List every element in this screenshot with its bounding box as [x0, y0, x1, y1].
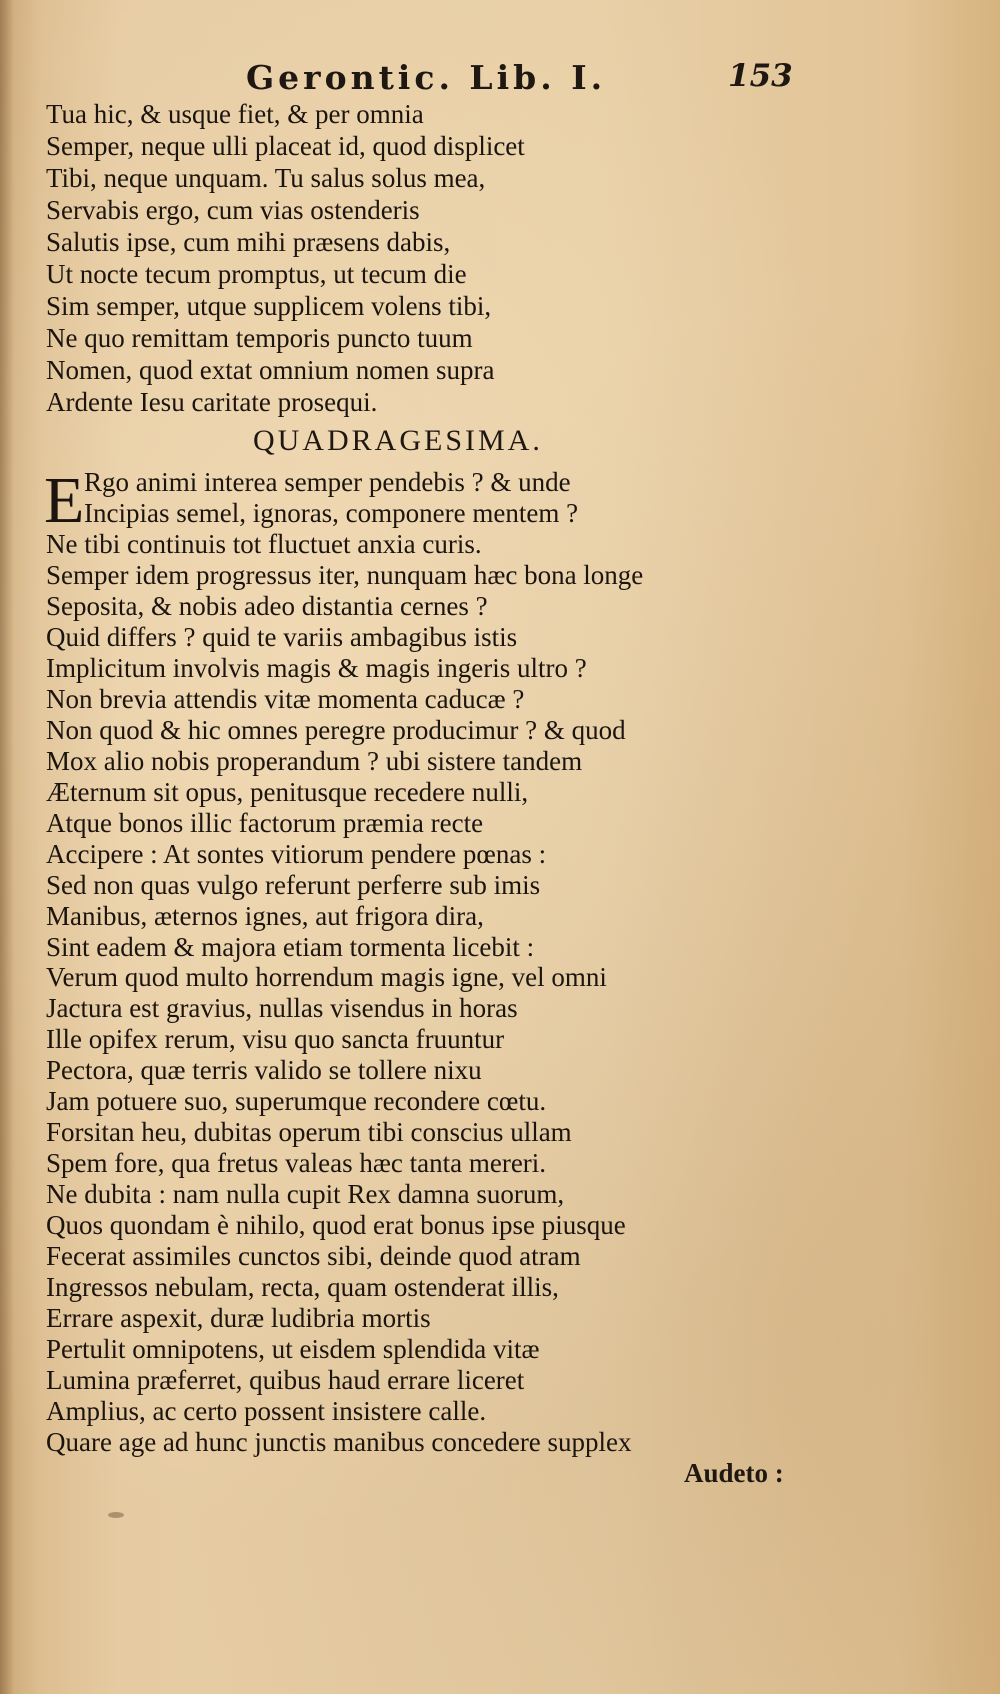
text-line: Tua hic, & usque fiet, & per omnia	[46, 99, 424, 129]
text-line: Jactura est gravius, nullas visendus in horas	[46, 993, 518, 1023]
text-line: Lumina præferret, quibus haud errare liceret	[46, 1365, 525, 1395]
text-line: Forsitan heu, dubitas operum tibi conscius ullam	[46, 1117, 572, 1147]
text-line: Mox alio nobis properandum ? ubi sistere tandem	[46, 746, 583, 776]
text-line: Manibus, æternos ignes, aut frigora dira,	[46, 901, 484, 931]
text-line: Semper idem progressus iter, nunquam hæc bona longe	[46, 560, 644, 590]
drop-capital: E	[44, 464, 85, 537]
text-line: Ut nocte tecum promptus, ut tecum die	[46, 259, 467, 289]
text-line: Semper, neque ulli placeat id, quod displicet	[46, 131, 525, 161]
text-line: Quos quondam è nihilo, quod erat bonus ipse piusque	[46, 1210, 626, 1240]
section-heading: QUADRAGESIMA.	[253, 424, 543, 457]
ink-smudge	[108, 1512, 124, 1518]
page-edge-shadow	[0, 0, 14, 1694]
text-line: Ingressos nebulam, recta, quam ostenderat illis,	[46, 1272, 559, 1302]
page-number: 153	[728, 58, 793, 94]
text-line: Fecerat assimiles cunctos sibi, deinde quod atram	[46, 1241, 581, 1271]
text-line: Tibi, neque unquam. Tu salus solus mea,	[46, 163, 486, 193]
text-line: Non brevia attendis vitæ momenta caducæ ?	[46, 684, 525, 714]
running-head: Gerontic. Lib. I.	[246, 58, 607, 97]
text-line: Verum quod multo horrendum magis igne, vel omni	[46, 962, 607, 992]
text-line: Quid differs ? quid te variis ambagibus istis	[46, 622, 518, 652]
text-line-last: Quare age ad hunc junctis manibus concedere supplex	[46, 1427, 632, 1457]
text-line: Rgo animi interea semper pendebis ? & unde	[84, 467, 571, 497]
text-line: Atque bonos illic factorum præmia recte	[46, 808, 484, 838]
text-line: Pectora, quæ terris valido se tollere nixu	[46, 1055, 482, 1085]
text-line: Incipias semel, ignoras, componere mentem ?	[84, 498, 579, 528]
text-line: Æternum sit opus, penitusque recedere nulli,	[46, 777, 529, 807]
text-line: Nomen, quod extat omnium nomen supra	[46, 355, 495, 385]
text-line: Ardente Iesu caritate prosequi.	[46, 387, 378, 417]
text-line: Ne tibi continuis tot fluctuet anxia curis.	[46, 529, 482, 559]
text-line: Sed non quas vulgo referunt perferre sub imis	[46, 870, 541, 900]
text-line: Ne quo remittam temporis puncto tuum	[46, 323, 473, 353]
text-line: Jam potuere suo, superumque recondere cœtu.	[46, 1086, 547, 1116]
text-line: Ne dubita : nam nulla cupit Rex damna suorum,	[46, 1179, 565, 1209]
text-line: Errare aspexit, duræ ludibria mortis	[46, 1303, 431, 1333]
text-line: Ille opifex rerum, visu quo sancta fruuntur	[46, 1024, 505, 1054]
text-line: Servabis ergo, cum vias ostenderis	[46, 195, 420, 225]
text-line: Spem fore, qua fretus valeas hæc tanta mereri.	[46, 1148, 547, 1178]
text-line: Sint eadem & majora etiam tormenta licebit :	[46, 932, 535, 962]
text-line: Salutis ipse, cum mihi præsens dabis,	[46, 227, 451, 257]
text-line: Sim semper, utque supplicem volens tibi,	[46, 291, 492, 321]
catchword: Audeto :	[684, 1458, 784, 1488]
text-line: Pertulit omnipotens, ut eisdem splendida vitæ	[46, 1334, 540, 1364]
text-line: Seposita, & nobis adeo distantia cernes ?	[46, 591, 488, 621]
text-line: Implicitum involvis magis & magis ingeris ultro ?	[46, 653, 587, 683]
text-line: Accipere : At sontes vitiorum pendere pœnas :	[46, 839, 547, 869]
text-line: Amplius, ac certo possent insistere calle.	[46, 1396, 487, 1426]
text-line: Non quod & hic omnes peregre producimur ? & quod	[46, 715, 626, 745]
